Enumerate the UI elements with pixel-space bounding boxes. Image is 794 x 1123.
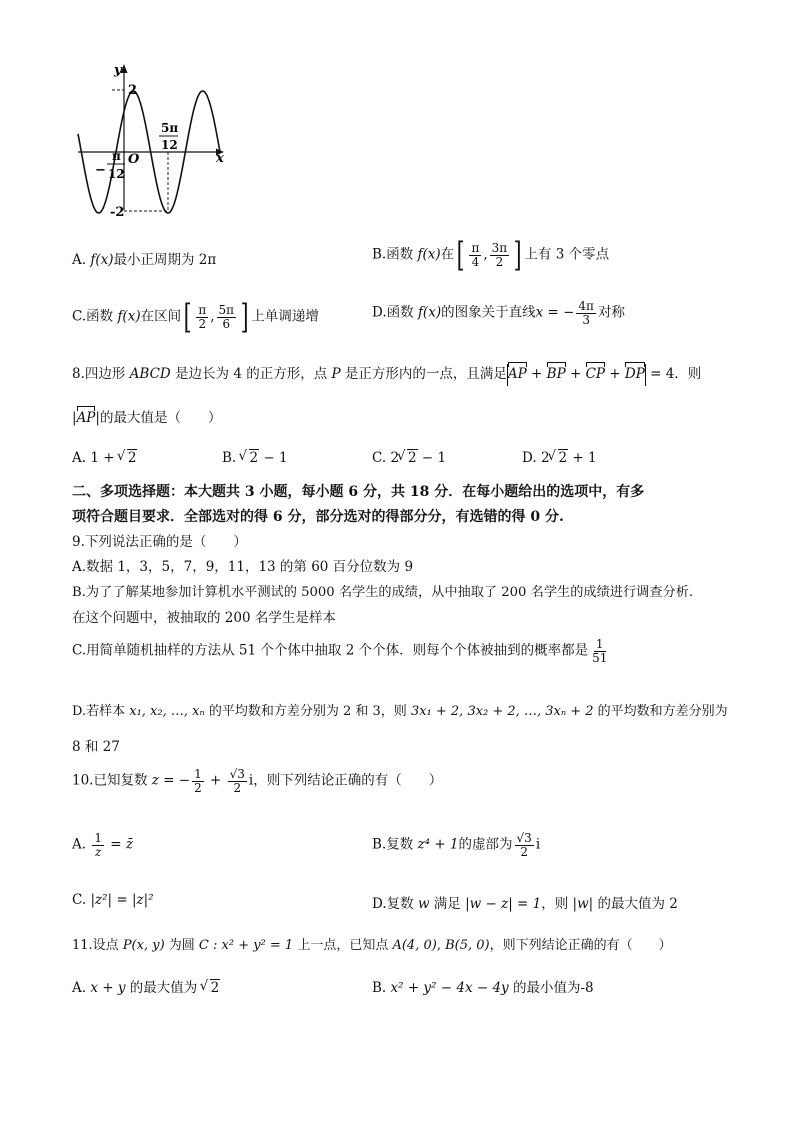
q8-p: P: [331, 366, 341, 382]
q7-d-mid: 的图象关于直线: [441, 304, 536, 321]
q8-option-b[interactable]: B. √ 2 − 1: [222, 450, 288, 466]
q7-c-fx: f(x): [117, 308, 141, 325]
q8-option-a[interactable]: A. 1 + √ 2: [72, 450, 137, 466]
q8-option-d[interactable]: D. 2√ 2 + 1: [522, 450, 597, 466]
q7-b-text: 上有 3 个零点: [524, 246, 610, 263]
right-frac-num: 5π: [161, 121, 179, 135]
q10-option-a[interactable]: A. $\frac{1}{z}$ = z̄: [72, 831, 133, 859]
q8-vec-ap-2: AP: [76, 410, 96, 426]
q8-stem-line2: |AP|的最大值是（ ）: [72, 410, 222, 426]
right-frac-den: 12: [161, 138, 178, 152]
q7-d-text: 对称: [597, 304, 625, 321]
q7-b-label: B.函数: [372, 246, 418, 263]
section2-heading-line1: 二、多项选择题：本大题共 3 小题，每小题 6 分，共 18 分．在每小题给出的选项中，有多: [72, 484, 645, 500]
q11-option-a[interactable]: A. x + y 的最大值为 √ 2: [72, 976, 220, 996]
q11-option-b[interactable]: B. x² + y² − 4x − 4y 的最小值为-8: [372, 980, 594, 996]
q9-option-b-cont: 在这个问题中，被抽取的 200 名学生是样本: [72, 610, 336, 626]
q7-a-fx: f(x): [90, 252, 114, 268]
q10-option-d[interactable]: D.复数 w 满足 |w − z| = 1，则 |w| 的最大值为 2: [372, 896, 678, 912]
q8-option-c[interactable]: C. 2√ 2 − 1: [372, 450, 446, 466]
q7-c-frac2: $\frac{5\pi}{6}$: [218, 302, 235, 331]
q9-option-c[interactable]: C.用简单随机抽样的方法从 51 个个体中抽取 2 个个体．则每个个体被抽到的概率都是 $\frac{1}{51}$: [72, 637, 608, 665]
q7-b-frac2: $\frac{3\pi}{2}$: [491, 240, 508, 269]
q8-stem: 8.四边形 ABCD 是边长为 4 的正方形，点 P 是正方形内的一点，且满足AP + BP + CP + DP = 4．则: [72, 362, 701, 386]
q7-option-d[interactable]: [372, 300, 625, 326]
q8-vec-dp: DP: [624, 366, 645, 382]
q7-d-fx: f(x): [417, 304, 442, 321]
q8-vec-ap: AP: [507, 366, 527, 382]
q7-c-text: 上单调递增: [251, 308, 319, 325]
q7-c-label: C.函数: [72, 308, 118, 325]
left-sign: −: [95, 163, 106, 178]
q9-option-d-cont: 8 和 27: [72, 739, 120, 755]
q9-option-b[interactable]: B.为了了解某地参加计算机水平测试的 5000 名学生的成绩，从中抽取了 200 名学生的成绩进行调查分析.: [72, 585, 694, 600]
q7-b-fx: f(x): [417, 246, 441, 263]
x-axis-label: x: [216, 151, 224, 166]
min-label: -2: [110, 205, 125, 220]
max-label: 2: [128, 83, 138, 98]
q7-b-mid: 在: [440, 246, 455, 263]
q8-vec-bp: BP: [546, 366, 566, 382]
q10-stem: 10.已知复数 z = − $\frac{1}{2}$ + $\frac{√3}{2}$ i，则下列结论正确的有（ ）: [72, 767, 443, 795]
q7-c-mid: 在区间: [140, 308, 182, 325]
q9-option-d[interactable]: D.若样本 x₁, x₂, …, xₙ 的平均数和方差分别为 2 和 3，则 3x₁ + 2, 3x₂ + 2, …, 3xₙ + 2 的平均数和方差分别为: [72, 704, 728, 719]
q8-vec-cp: CP: [585, 366, 605, 382]
q7-d-label: D.函数: [372, 304, 418, 321]
q7-d-frac: $\frac{4\pi}{3}$: [578, 299, 594, 327]
q7-option-c[interactable]: C.函数 f(x)在区间[ $\frac{\pi}{2}$ , $\frac{5\pi}{6}$ ] 上单调递增: [72, 297, 319, 337]
q10-option-c[interactable]: C. |z²| = |z|²: [72, 892, 154, 908]
origin-label: O: [128, 152, 140, 167]
q11-stem: 11.设点 P(x, y) 为圆 C : x² + y² = 1 上一点，已知点 A(4, 0), B(5, 0)，则下列结论正确的有（ ）: [72, 938, 672, 953]
left-frac-num: π: [112, 149, 121, 163]
q8-abcd: ABCD: [129, 366, 171, 382]
q7-d-var: x = −: [535, 304, 575, 321]
q10-option-b[interactable]: B.复数 z⁴ + 1的虚部为 $\frac{√3}{2}$ i: [372, 831, 541, 859]
q7-b-frac1: $\frac{\pi}{4}$: [471, 240, 480, 269]
left-frac-den: 12: [108, 167, 125, 181]
sine-graph: [70, 60, 240, 220]
q7-a-label: A.: [72, 252, 91, 268]
q7-option-a[interactable]: [72, 248, 216, 268]
q7-c-frac1: $\frac{\pi}{2}$: [198, 302, 207, 331]
y-axis-label: y: [114, 63, 122, 78]
q9-option-a[interactable]: A.数据 1，3，5，7，9，11，13 的第 60 百分位数为 9: [72, 559, 414, 575]
q7-option-b[interactable]: B.函数 f(x)在[ $\frac{\pi}{4}$ , $\frac{3\pi}{2}$ ] 上有 3 个零点: [372, 235, 610, 275]
section2-heading-line2: 项符合题目要求．全部选对的得 6 分，部分选对的得部分分，有选错的得 0 分.: [72, 509, 564, 525]
q9-stem: 9.下列说法正确的是（ ）: [72, 534, 247, 550]
q9-c-frac: $\frac{1}{51}$: [592, 637, 608, 665]
q7-a-text: 最小正周期为 2π: [113, 252, 217, 268]
